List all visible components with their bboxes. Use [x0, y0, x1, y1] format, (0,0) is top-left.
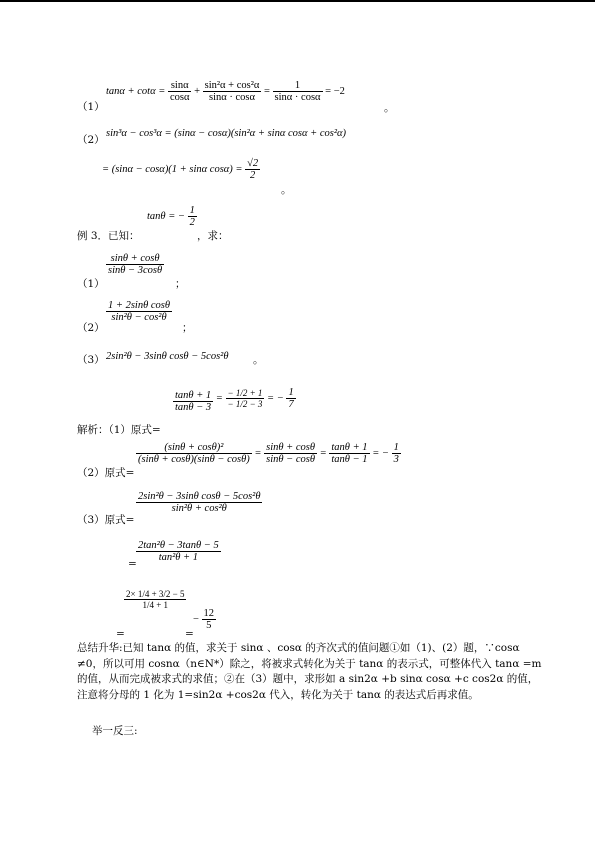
eq1-frac-3: $\frac{1}{\sin\alpha \cdot \cos\alpha}$ — [274, 80, 321, 103]
solution-3-result: − $\frac{12}{5}$ — [193, 608, 215, 631]
question-1-label: （1） — [77, 278, 105, 290]
equation-2-line-1: sin³α − cos³α = (sinα − cosα)(sin²α + sinα cosα + cos²α) — [106, 128, 346, 139]
eq2-frac: $\frac{√2}{2}$ — [247, 158, 259, 181]
eq1-rhs: = −2 — [325, 85, 345, 97]
eq1-frac-2: $\frac{\text{sin²α + cos²α}}{\sin\alpha \cdot \cos\alpha}$ — [204, 80, 260, 103]
eq1-period: 。 — [384, 102, 395, 114]
solution-3-frac-3: $\frac{2\times 1/4 + 3/2 - 5}{1/4 + 1}$ — [126, 589, 185, 610]
question-3-label: （3） — [77, 354, 105, 366]
solution-3-label: （3）原式= — [77, 514, 135, 526]
label-item-2: （2） — [77, 134, 105, 146]
question-3-expr: 2sin²θ − 3sinθ cosθ − 5cos²θ — [106, 351, 229, 362]
eq1-frac-1: $\frac{\sin\alpha}{\cos\alpha}$ — [169, 80, 190, 103]
question-2-label: （2） — [77, 322, 105, 334]
solution-1-expr: $\frac{\tan\theta + 1}{\tan\theta - 3}$ = $\frac{- 1/2 + 1}{- 1/2 - 3}$ = − $\frac{1}{7}$ — [175, 387, 294, 413]
question-2-expr: $\frac{\text{1 + 2sinθ cosθ}}{\text{sin²θ − cos²θ}}$ — [108, 300, 171, 323]
eq1-lhs: tanα + cotα = — [106, 85, 166, 97]
example-3-tail: ，求： — [197, 230, 229, 242]
solution-3-frac-1: $\frac{\text{2sin²θ − 3sinθ cosθ − 5cos²θ}}{\text{sin²θ + cos²θ}}$ — [138, 491, 261, 514]
question-1-expr: $\frac{\sin\theta + \cos\theta}{\sin\theta - 3\cos\theta}$ — [108, 253, 163, 276]
summary-title: 总结升华: — [77, 642, 123, 654]
given-tan: tanθ = − $\frac{1}{2}$ — [147, 205, 195, 228]
eq2-period: 。 — [281, 184, 292, 196]
practice-heading: 举一反三: — [92, 725, 138, 737]
label-item-1: （1） — [77, 101, 105, 113]
example-3-heading: 例 3．已知： — [77, 230, 140, 242]
solution-2-label: （2）原式= — [77, 467, 135, 479]
summary-paragraph — [77, 641, 547, 703]
summary-text: 已知 tanα 的值，求关于 sinα 、cosα 的齐次式的值问题①如（1)、(2）题，∵cosα ≠0，所以可用 cosnα（n∈N*）除之，将被求式转化为关于 tanα 的表示式，可整体代入 tanα =m 的值，从而完成被求式的求值；②在（3）题中，求形如 a sin2α +b sinα cosα +c cos2α 的值，注意将分母的 1 化为 1=sin2α +cos2α 代入，转化为关于 tanα 的表达式后再求值。 — [77, 642, 542, 701]
solution-3-frac-2: $\frac{\text{2tan²θ − 3tanθ − 5}}{\text{tan²θ + 1}}$ — [138, 540, 219, 563]
equation-2-line-2: = (sinα − cosα)(1 + sinα cosα) = $\frac{√2}{2}$ — [102, 158, 259, 181]
solution-1-label: 解析：（1）原式= — [77, 424, 161, 436]
solution-3-eq-1: = — [128, 558, 137, 570]
solution-3-eq-3: = — [185, 628, 194, 640]
equation-1: tanα + cotα = $\frac{\sin\alpha}{\cos\alpha}$ + $\frac{\text{sin²α + cos²α}}{\sin\alpha \cdot \cos\alpha}$ = $\frac{1}{\sin\alpha \cdot \cos\alpha}$ = −2 — [106, 80, 345, 103]
solution-3-eq-2: = — [116, 628, 125, 640]
top-border-line — [0, 0, 595, 2]
solution-2-expr: $\frac{\text{(sinθ + cosθ)²}}{(\sin\theta + \cos\theta)(\sin\theta - \cos\theta)}$ = $\frac{\sin\theta + \cos\theta}{\sin\theta - \cos\theta}$ = $\frac{\tan\theta + 1}{\tan\theta - 1}$ = − $\frac{1}{3}$ — [138, 442, 399, 465]
